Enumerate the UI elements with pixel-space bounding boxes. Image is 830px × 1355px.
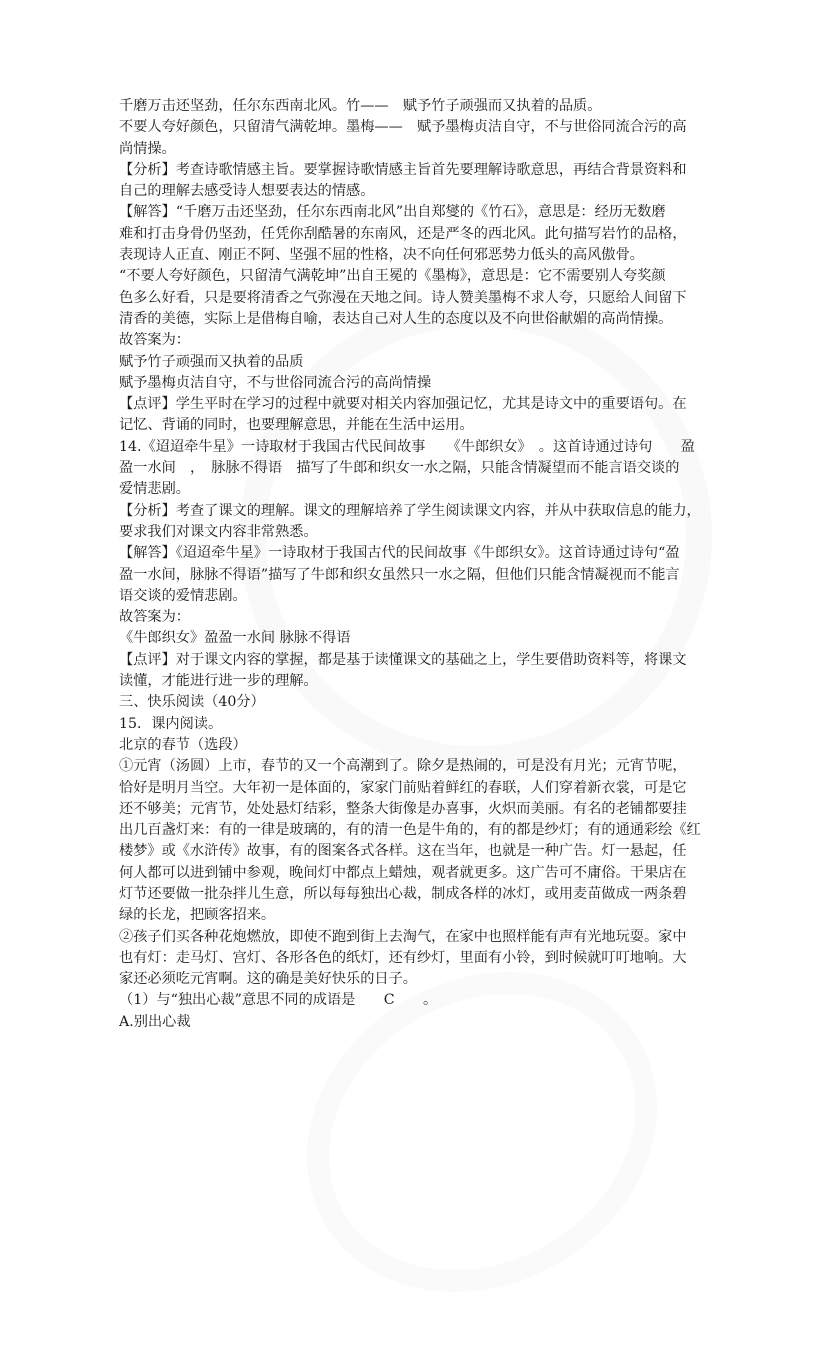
text-line: 楼梦》或《水浒传》故事，有的图案各式各样。这在当年，也就是一种广告。灯一悬起，任 [119,843,687,860]
text-line: 赋予竹子顽强而又执着的品质 [119,353,304,370]
text-line: 尚情操。 [119,140,176,157]
text-line: 出几百盏灯来：有的一律是玻璃的，有的清一色是牛角的，有的都是纱灯；有的通通彩绘《红 [119,822,701,839]
text-line: 要求我们对课文内容非常熟悉。 [119,523,318,540]
text-line: 清香的美德，实际上是借梅自喻，表达自己对人生的态度以及不向世俗献媚的高尚情操。 [119,310,673,327]
text-line: “不要人夸好颜色，只留清气满乾坤”出自王冕的《墨梅》，意思是：它不需要别人夸奖颜 [119,268,666,285]
text-line: 【点评】对于课文内容的掌握，都是基于读懂课文的基础之上，学生要借助资料等，将课文 [119,651,687,668]
text-line: 不要人夸好颜色，只留清气满乾坤。墨梅—— 赋予墨梅贞洁自守，不与世俗同流合污的高 [119,119,687,136]
text-line: 何人都可以进到铺中参观，晚间灯中都点上蜡烛，观者就更多。这广告可不庸俗。干果店在 [119,864,687,881]
text-line: 三、快乐阅读（40分） [119,694,265,711]
text-line: 灯节还要做一批杂拌儿生意，所以每每独出心裁，制成各样的冰灯，或用麦苗做成一两条碧 [119,885,687,902]
text-line: 【分析】考查诗歌情感主旨。要掌握诗歌情感主旨首先要理解诗歌意思，再结合背景资料和 [119,161,687,178]
text-line: 记忆、背诵的同时，也要理解意思，并能在生活中运用。 [119,417,474,434]
text-line: 绿的长龙，把顾客招来。 [119,907,276,924]
text-line: 【解答】《迢迢牵牛星》一诗取材于我国古代的民间故事《牛郎织女》。这首诗通过诗句“盈 [119,545,680,562]
text-line [119,1033,717,1054]
text-line: 【解答】“千磨万击还坚劲，任尔东西南北风”出自郑燮的《竹石》，意思是：经历无数磨 [119,204,666,221]
text-line: A.别出心裁 [119,1013,191,1030]
text-line: 14.《迢迢牵牛星》一诗取材于我国古代民间故事 《牛郎织女》 。这首诗通过诗句 盈 [119,438,695,455]
text-line: 赋予墨梅贞洁自守，不与世俗同流合污的高尚情操 [119,374,432,391]
text-line: ①元宵（汤圆）上市，春节的又一个高潮到了。除夕是热闹的，可是没有月光；元宵节呢， [119,758,687,775]
text-line: 也有灯：走马灯、宫灯、各形各色的纸灯，还有纱灯，里面有小铃，到时候就叮叮地响。大 [119,949,687,966]
text-line: 色多么好看，只是要将清香之气弥漫在天地之间。诗人赞美墨梅不求人夸，只愿给人间留下 [119,289,687,306]
text-line: 读懂，才能进行进一步的理解。 [119,673,318,690]
text-line: 爱情悲剧。 [119,481,190,498]
text-line: 【分析】考查了课文的理解。课文的理解培养了学生阅读课文内容，并从中获取信息的能力， [119,502,701,519]
document-body [119,96,717,1054]
text-line: 盈一水间 ， 脉脉不得语 描写了牛郎和织女一水之隔，只能含情凝望而不能言语交谈的 [119,460,680,477]
text-line: 【点评】学生平时在学习的过程中就要对相关内容加强记忆，尤其是诗文中的重要语句。在 [119,396,687,413]
text-line: （1）与“独出心裁”意思不同的成语是 C 。 [119,992,438,1009]
text-line: 盈一水间，脉脉不得语”描写了牛郎和织女虽然只一水之隔，但他们只能含情凝视而不能言 [119,566,680,583]
text-line: 千磨万击还坚劲，任尔东西南北风。竹—— 赋予竹子顽强而又执着的品质。 [119,98,602,114]
text-line: 故答案为： [119,332,190,349]
text-line: 故答案为： [119,609,190,626]
text-line: 自己的理解去感受诗人想要表达的情感。 [119,183,375,200]
text-line: 语交谈的爱情悲剧。 [119,587,247,604]
text-line: 家还必须吃元宵啊。这的确是美好快乐的日子。 [119,971,417,988]
text-line: 北京的春节（选段） [119,736,247,753]
text-line: 15．课内阅读。 [119,715,223,732]
text-line: 表现诗人正直、刚正不阿、坚强不屈的性格，决不向任何邪恶势力低头的高风傲骨。 [119,247,644,264]
text-line: 难和打击身骨仍坚劲，任凭你刮酷暑的东南风，还是严冬的西北风。此句描写岩竹的品格， [119,225,687,242]
text-line: 还不够美；元宵节，处处悬灯结彩，整条大街像是办喜事，火炽而美丽。有名的老铺都要挂 [119,800,687,817]
text-line: 《牛郎织女》盈盈一水间 脉脉不得语 [119,630,351,647]
text-line: ②孩子们买各种花炮燃放，即使不跑到街上去淘气，在家中也照样能有声有光地玩耍。家中 [119,928,687,945]
text-line: 恰好是明月当空。大年初一是体面的，家家门前贴着鲜红的春联，人们穿着新衣裳，可是它 [119,779,687,796]
